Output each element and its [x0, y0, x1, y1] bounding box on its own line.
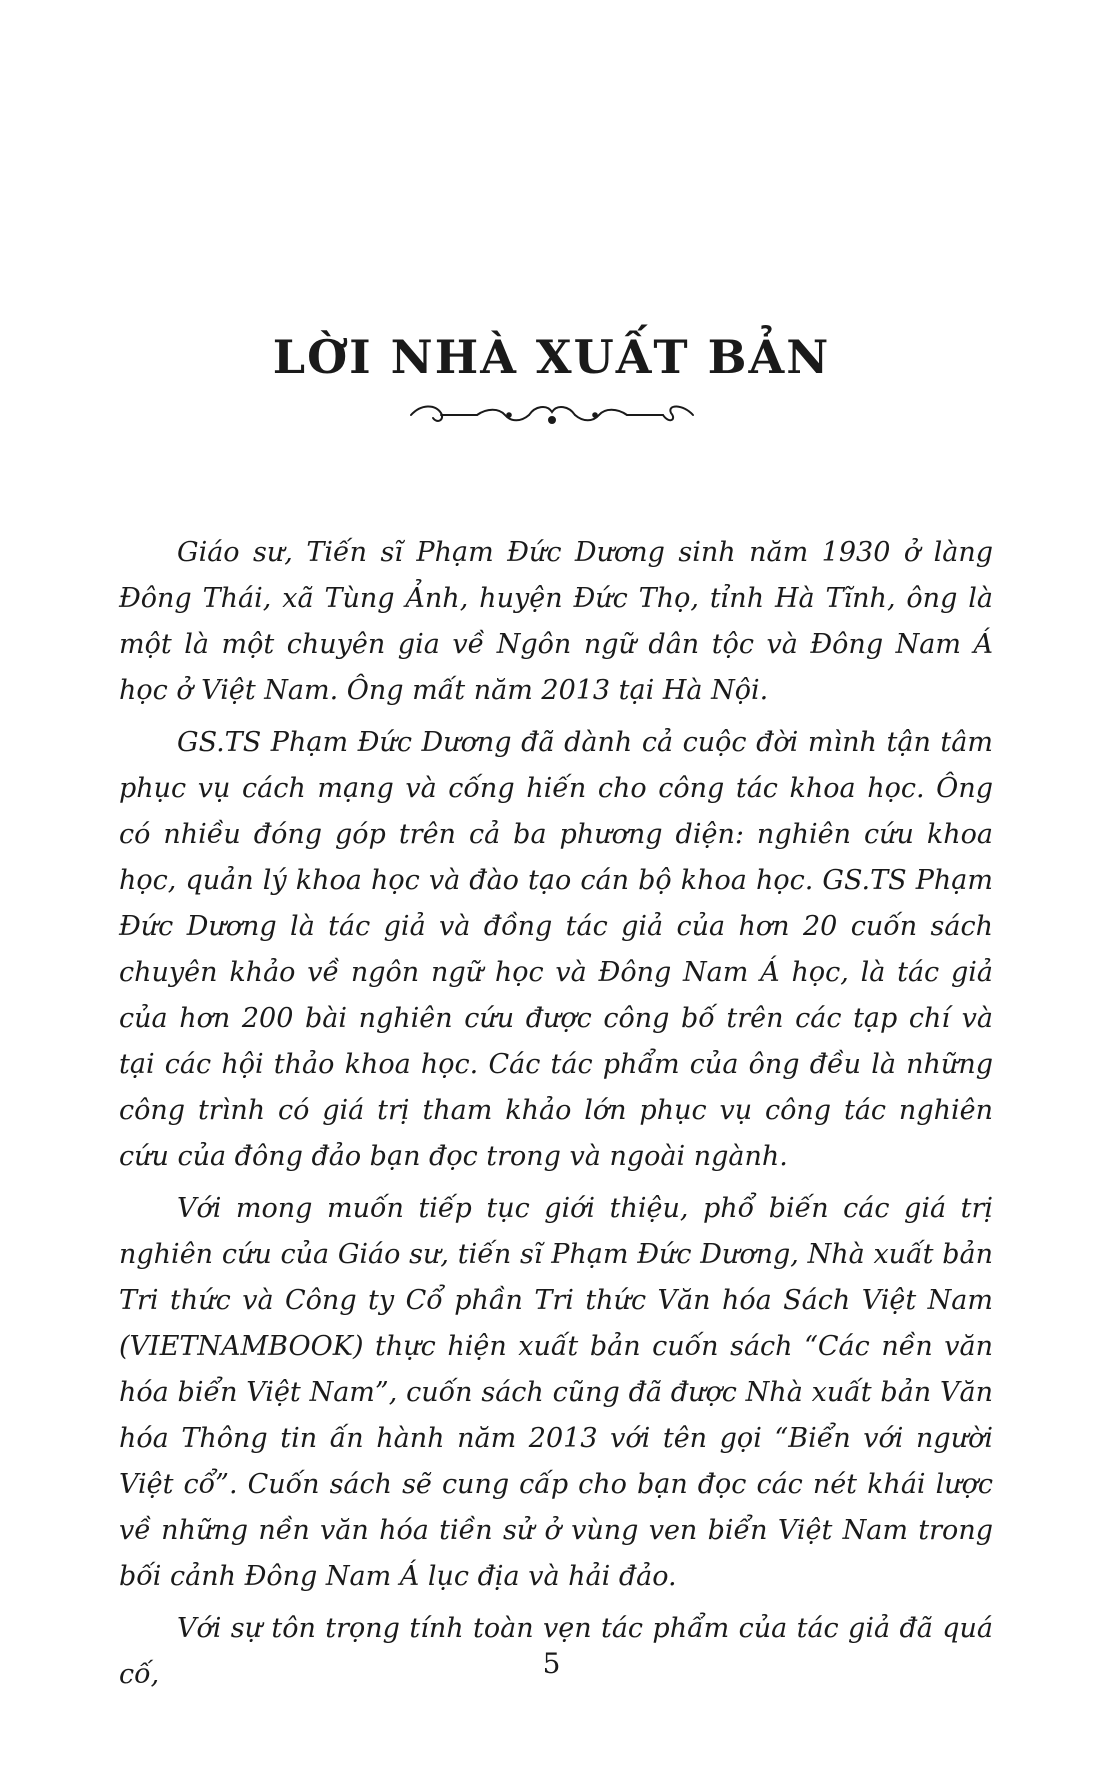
paragraph-1: Giáo sư, Tiến sĩ Phạm Đức Dương sinh năm 1930 ở làng Đông Thái, xã Tùng Ảnh, huyện Đức Thọ, tỉnh Hà Tĩnh, ông là một là một chuyên gia về Ngôn ngữ dân tộc và Đông Nam Á học ở Việt Nam. Ông mất năm 2013 tại Hà Nội. — [119, 537, 993, 706]
paragraph-3: Với mong muốn tiếp tục giới thiệu, phổ biến các giá trị nghiên cứu của Giáo sư, tiến sĩ Phạm Đức Dương, Nhà xuất bản Tri thức và Công ty Cổ phần Tri thức Văn hóa Sách Việt Nam (VIETNAMBOOK) thực hiện xuất bản cuốn sách “Các nền văn hóa biển Việt Nam”, cuốn sách cũng đã được Nhà xuất bản Văn hóa Thông tin ấn hành năm 2013 với tên gọi “Biển với người Việt cổ”. Cuốn sách sẽ cung cấp cho bạn đọc các nét khái lược về những nền văn hóa tiền sử ở vùng ven biển Việt Nam trong bối cảnh Đông Nam Á lục địa và hải đảo. — [119, 1193, 993, 1592]
body-text — [119, 530, 993, 1704]
flourish-divider-icon — [407, 398, 697, 432]
paragraph-2: GS.TS Phạm Đức Dương đã dành cả cuộc đời mình tận tâm phục vụ cách mạng và cống hiến cho công tác khoa học. Ông có nhiều đóng góp trên cả ba phương diện: nghiên cứu khoa học, quản lý khoa học và đào tạo cán bộ khoa học. GS.TS Phạm Đức Dương là tác giả và đồng tác giả của hơn 20 cuốn sách chuyên khảo về ngôn ngữ học và Đông Nam Á học, là tác giả của hơn 200 bài nghiên cứu được công bố trên các tạp chí và tại các hội thảo khoa học. Các tác phẩm của ông đều là những công trình có giá trị tham khảo lớn phục vụ công tác nghiên cứu của đông đảo bạn đọc trong và ngoài ngành. — [119, 727, 993, 1172]
page-title: LỜI NHÀ XUẤT BẢN — [272, 330, 831, 384]
page-number: 5 — [542, 1647, 561, 1680]
paragraph-4: Với sự tôn trọng tính toàn vẹn tác phẩm của tác giả đã quá cố, — [119, 1613, 993, 1690]
